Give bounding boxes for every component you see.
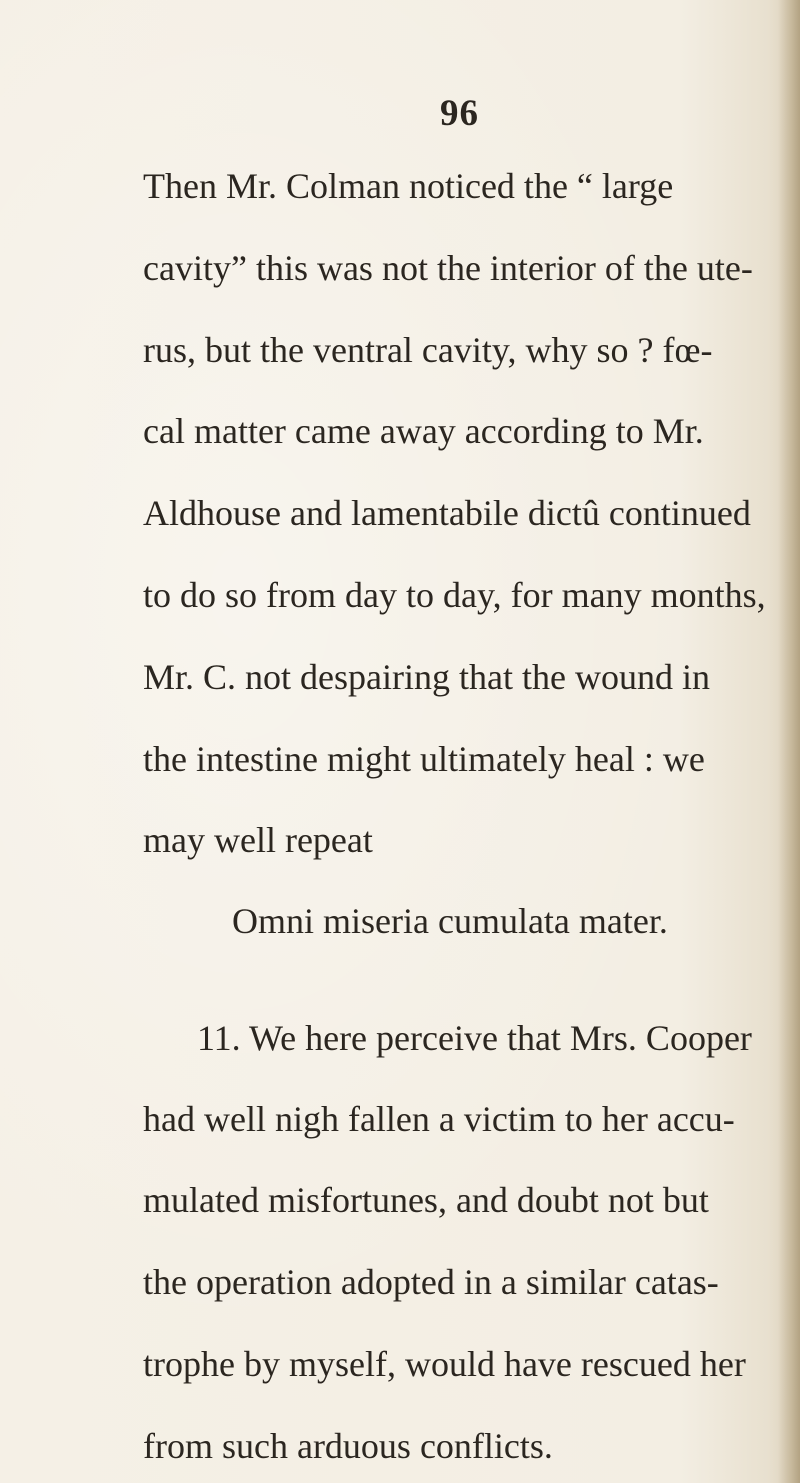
text-line-3: rus, but the ventral cavity, why so ? fœ- xyxy=(143,330,713,370)
text-line-2: cavity” this was not the interior of the ute- xyxy=(143,248,753,288)
page-edge-shadow xyxy=(778,0,800,1483)
quoted-verse-line: Omni miseria cumulata mater. xyxy=(232,901,668,941)
text-line-11: 11. We here perceive that Mrs. Cooper xyxy=(197,1018,752,1058)
text-line-4: cal matter came away according to Mr. xyxy=(143,411,704,451)
text-line-16: from such arduous conflicts. xyxy=(143,1426,553,1466)
text-line-9: may well repeat xyxy=(143,820,373,860)
text-line-14: the operation adopted in a similar catas- xyxy=(143,1262,719,1302)
text-line-13: mulated misfortunes, and doubt not but xyxy=(143,1180,709,1220)
text-line-1: Then Mr. Colman noticed the “ large xyxy=(143,166,674,206)
text-line-5: Aldhouse and lamentabile dictû continued xyxy=(143,493,751,533)
text-line-15: trophe by myself, would have rescued her xyxy=(143,1344,746,1384)
page-number: 96 xyxy=(440,93,479,134)
text-line-12: had well nigh fallen a victim to her accu- xyxy=(143,1099,735,1139)
text-line-8: the intestine might ultimately heal : we xyxy=(143,739,705,779)
text-line-7: Mr. C. not despairing that the wound in xyxy=(143,657,710,697)
text-line-6: to do so from day to day, for many months, xyxy=(143,575,766,615)
